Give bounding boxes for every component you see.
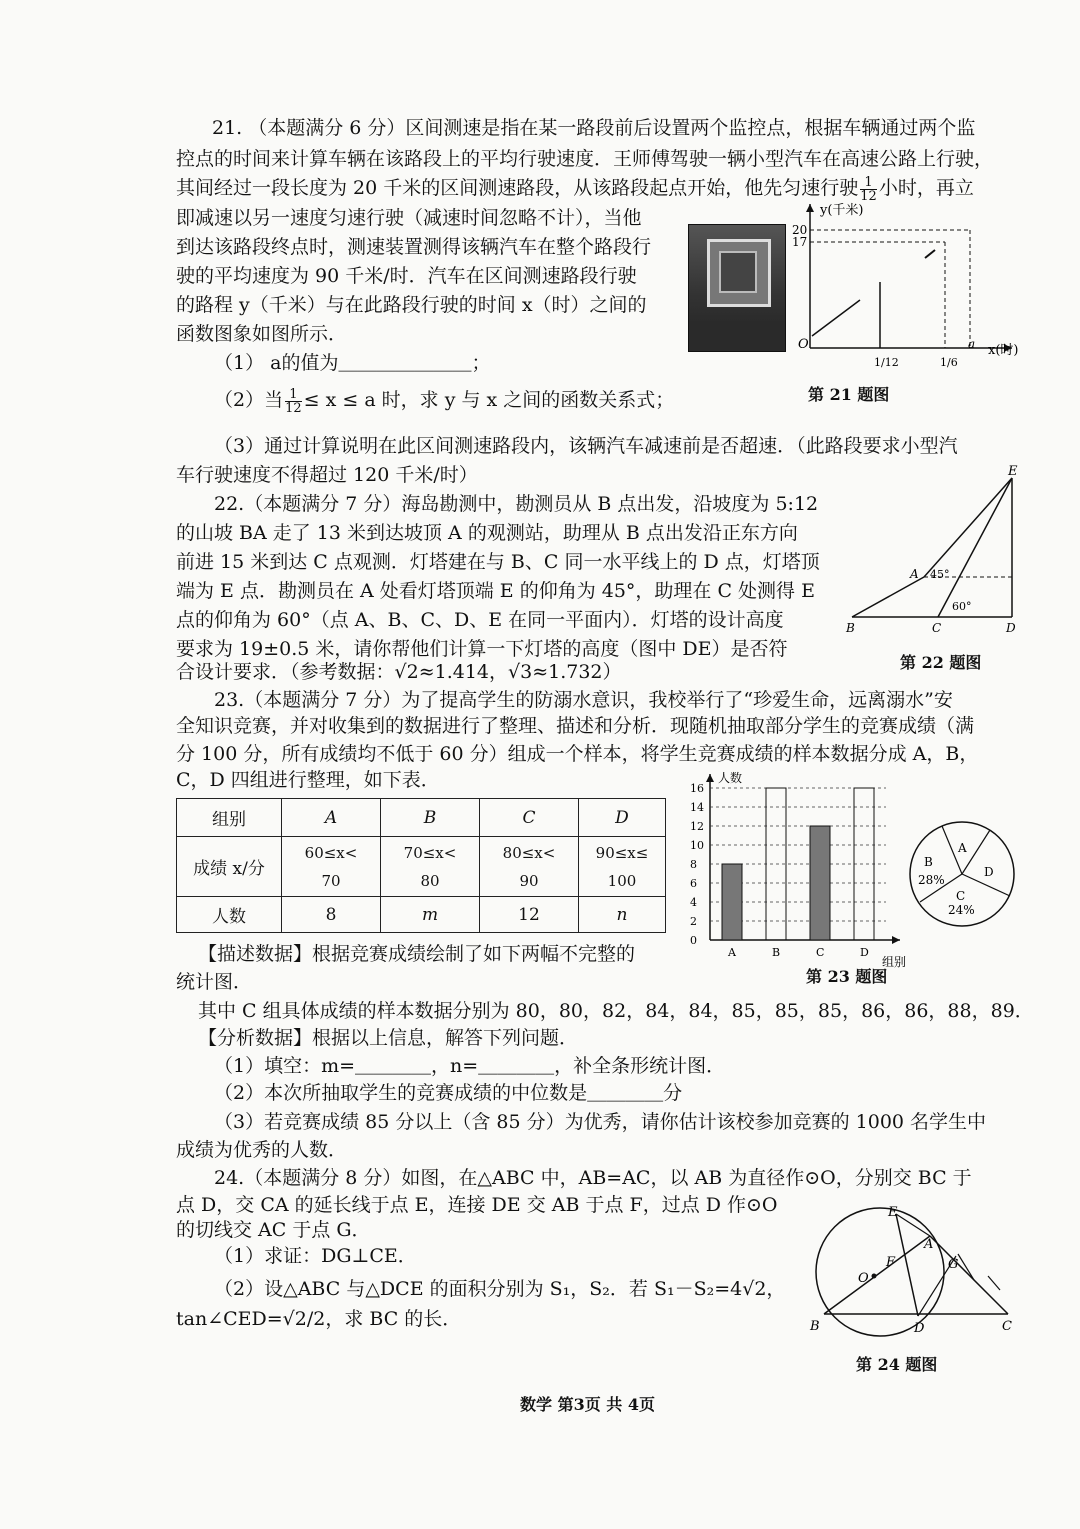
q22-line-3: 前进 15 米到达 C 点观测．灯塔建在与 B、C 同一水平线上的 D 点，灯塔顶 — [176, 551, 820, 573]
q21-line-3: 其间经过一段长度为 20 千米的区间测速路段，从该路段起点开始，他先匀速行驶 $\frac{1}{12}$ 小时，再立 — [176, 174, 974, 204]
q23-line-2: 全知识竞赛，并对收集到的数据进行了整理、描述和分析．现随机抽取部分学生的竞赛成绩（满 — [176, 715, 975, 737]
q23-analysis: 【分析数据】根据以上信息，解答下列问题． — [198, 1027, 579, 1049]
svg-text:x(时): x(时) — [988, 343, 1019, 358]
svg-text:y(千米): y(千米) — [820, 203, 864, 218]
svg-text:O: O — [858, 1271, 869, 1286]
q21-part-2: （2）当 $\frac{1}{12}$ ≤ x ≤ a 时，求 y 与 x 之间的函数关系式； — [214, 386, 675, 416]
q22-line-2: 的山坡 BA 走了 13 米到达坡顶 A 的观测站，助理从 B 点出发沿正东方向 — [176, 522, 798, 544]
q21-frac: $\frac{1}{12}$ — [860, 174, 877, 204]
q23-part-3b: 成绩为优秀的人数． — [176, 1139, 348, 1161]
bar-ytick-label: 12 — [690, 820, 704, 833]
bar-ytick-label: 14 — [690, 801, 704, 814]
bar-ytick-label: 4 — [690, 896, 697, 909]
q24-line-1: 24.（本题满分 8 分）如图，在△ABC 中，AB=AC，以 AB 为直径作⊙O，分别交 BC 于 — [214, 1167, 972, 1189]
svg-text:C: C — [1002, 1319, 1012, 1334]
page-footer: 数学 第3页 共 4页 — [520, 1395, 655, 1414]
q21-part-3b: 车行驶速度不得超过 120 千米/时） — [176, 464, 478, 486]
q23-line-3: 分 100 分，所有成绩均不低于 60 分）组成一个样本，将学生竞赛成绩的样本数据分成 A，B， — [176, 743, 979, 765]
q23-line-4: C，D 四组进行整理，如下表． — [176, 769, 440, 791]
bar-ytick-label: 2 — [690, 915, 697, 928]
q21-line-7: 的路程 y（千米）与在此路段行驶的时间 x（时）之间的 — [176, 294, 647, 316]
svg-text:D: D — [984, 865, 994, 879]
svg-text:20: 20 — [792, 223, 808, 237]
svg-text:45°: 45° — [930, 568, 950, 581]
svg-text:24%: 24% — [948, 903, 975, 917]
svg-text:60°: 60° — [952, 600, 972, 613]
svg-text:a: a — [968, 337, 976, 351]
svg-text:D: D — [1006, 621, 1016, 635]
q21-line-1: 21. （本题满分 6 分）区间测速是指在某一路段前后设置两个监控点，根据车辆通过两个监 — [212, 117, 976, 139]
bar-ytick-label: 6 — [690, 877, 697, 890]
svg-text:E: E — [888, 1205, 898, 1220]
svg-text:A: A — [924, 1237, 934, 1252]
svg-text:O: O — [798, 337, 809, 352]
q23-line-1: 23.（本题满分 7 分）为了提高学生的防溺水意识，我校举行了“珍爱生命，远离溺水”安 — [214, 689, 953, 711]
q22-line-7: 合设计要求．（参考数据：√2≈1.414，√3≈1.732） — [176, 661, 622, 683]
q22-caption: 第 22 题图 — [900, 653, 982, 672]
q24-line-3: 的切线交 AC 于点 G． — [176, 1219, 371, 1241]
q24-part-1: （1）求证：DG⊥CE． — [214, 1245, 417, 1267]
q23-part-1: （1）填空：m=＿＿＿＿，n=＿＿＿＿，补全条形统计图． — [214, 1055, 726, 1077]
svg-text:F: F — [886, 1255, 896, 1270]
q23-c-data: 其中 C 组具体成绩的样本数据分别为 80，80，82，84，84，85，85，85，86，86，88，89． — [198, 1000, 1034, 1022]
q21-part-1: （1） a的值为＿＿＿＿＿＿＿； — [214, 352, 491, 374]
q22-line-6: 要求为 19±0.5 米，请你帮他们计算一下灯塔的高度（图中 DE）是否符 — [176, 638, 788, 660]
svg-text:C: C — [956, 889, 966, 903]
q23-pie-chart — [904, 816, 1024, 936]
q22-line-1: 22.（本题满分 7 分）海岛勘测中，勘测员从 B 点出发，沿坡度为 5:12 — [214, 493, 819, 515]
q21-line-2: 控点的时间来计算车辆在该路段上的平均行驶速度．王师傅驾驶一辆小型汽车在高速公路上行驶， — [176, 148, 994, 170]
svg-text:1/6: 1/6 — [940, 356, 958, 369]
svg-text:G: G — [948, 1257, 959, 1272]
q24-line-2: 点 D，交 CA 的延长线于点 E，连接 DE 交 AB 于点 F，过点 D 作⊙O — [176, 1194, 778, 1216]
bar-C — [810, 826, 830, 940]
svg-text:B: B — [810, 1319, 820, 1334]
svg-text:B: B — [924, 855, 933, 869]
svg-text:A: A — [958, 841, 967, 855]
q23-caption: 第 23 题图 — [806, 967, 888, 986]
q24-diagram — [806, 1204, 1026, 1344]
bar-ytick-label: 8 — [690, 858, 697, 871]
q23-desc-a: 【描述数据】根据竞赛成绩绘制了如下两幅不完整的 — [198, 943, 636, 965]
bar-A — [722, 864, 742, 940]
q23-part-2: （2）本次所抽取学生的竞赛成绩的中位数是＿＿＿＿分 — [214, 1082, 683, 1104]
bar-category-label: B — [772, 946, 781, 959]
q22-diagram — [840, 462, 1030, 642]
svg-text:C: C — [932, 621, 942, 635]
speed-camera-photo — [688, 224, 786, 352]
q24-part-2: （2）设△ABC 与△DCE 的面积分别为 S₁，S₂．若 S₁－S₂=4√2， — [214, 1278, 786, 1300]
q21-caption: 第 21 题图 — [808, 385, 890, 404]
bar-xlabel: 组别 — [882, 955, 907, 969]
svg-text:1/12: 1/12 — [874, 356, 899, 369]
q21-line-8: 函数图象如图所示． — [176, 323, 348, 345]
q23-part-3: （3）若竞赛成绩 85 分以上（含 85 分）为优秀，请你估计该校参加竞赛的 1000 名学生中 — [214, 1111, 987, 1133]
svg-text:D: D — [914, 1321, 925, 1336]
svg-text:E: E — [1008, 464, 1018, 479]
bar-ylabel: 人数 — [718, 771, 743, 785]
q23-bar-chart — [686, 770, 916, 970]
q24-part-2b: tan∠CED=√2/2，求 BC 的长． — [176, 1308, 462, 1330]
q21-line-4: 即减速以另一速度匀速行驶（减速时间忽略不计），当他 — [176, 207, 642, 229]
bar-ytick-label: 16 — [690, 782, 704, 795]
q24-caption: 第 24 题图 — [856, 1355, 938, 1374]
q22-line-4: 端为 E 点．勘测员在 A 处看灯塔顶端 E 的仰角为 45°，助理在 C 处测得 E — [176, 580, 815, 602]
q23-desc-b: 统计图． — [176, 971, 253, 993]
bar-category-label: D — [860, 946, 869, 959]
q21-line-5: 到达该路段终点时，测速装置测得该辆汽车在整个路段行 — [176, 236, 652, 258]
svg-text:B: B — [846, 621, 855, 635]
q21-line-6: 驶的平均速度为 90 千米/时．汽车在区间测速路段行驶 — [176, 265, 637, 287]
svg-text:17: 17 — [792, 235, 808, 249]
q22-line-5: 点的仰角为 60°（点 A、B、C、D、E 在同一平面内）．灯塔的设计高度 — [176, 609, 784, 631]
bar-category-label: C — [816, 946, 825, 959]
bar-category-label: A — [728, 946, 736, 959]
svg-text:28%: 28% — [918, 873, 945, 887]
bar-ytick-label: 10 — [690, 839, 704, 852]
q21-graph — [790, 196, 1030, 376]
q23-score-table: 组别 A B C D 成绩 x/分 60≤x< 70 70≤x< 80 80≤x< 90 90≤x≤ 100 人数 8 m 12 n — [176, 798, 666, 933]
svg-text:A: A — [910, 567, 919, 581]
q21-part-3: （3）通过计算说明在此区间测速路段内，该辆汽车减速前是否超速．（此路段要求小型汽 — [214, 435, 958, 457]
bar-ytick-label: 0 — [690, 934, 697, 947]
